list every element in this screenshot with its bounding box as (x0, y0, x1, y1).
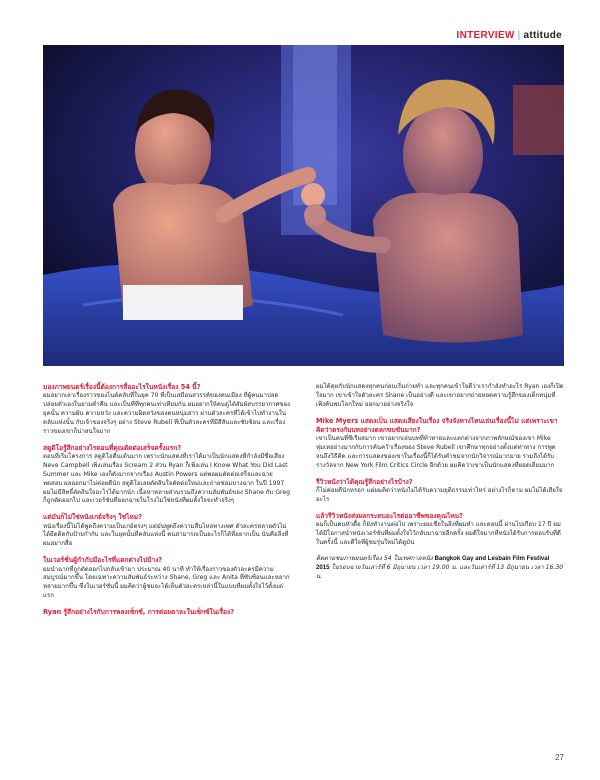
qa-block (43, 608, 291, 617)
section-separator: | (517, 30, 521, 41)
question: ในเวอร์ชั่นผู้กำกับมีอะไรที่แตกต่างไปบ้าง? (43, 556, 163, 565)
qa-block (316, 383, 564, 410)
question: Mike Myers แสดงเป็น แสดงเสียงในเรื่อง จริงจังทางไหนเล่นเรื่องนี้ไม่ แต่เพราะเขาคิดว่าตรงกับบทอย่างตลกขบขันมาก? (316, 416, 558, 434)
question: แต่มันก็ไม่ใช่หนังเกย์จริงๆ ใช่ไหม? (43, 513, 142, 522)
right-column (316, 383, 564, 588)
festival-name: Bangkok Gay and Lesbain Film Festival 2015 (316, 554, 550, 571)
qa-block (316, 478, 564, 505)
film-still-photo (43, 45, 564, 366)
answer: ผมก็เป็นคนหัวดื้อ ก็ยังทำงานต่อไป เพราะผมเชื่อในสิ่งที่ผมทำ และตอนนี้ ผ่านไปเกือบ 17 ปี ผมได้มีโอกาสนำหนังเวอร์ชั่นที่ผมตั้งใจไว้กลับมาฉายอีกครั้ง ผมดีใจมากที่หนังได้รับการตอบรับที่ดีในครั้งนี้ และดีใจที่ผู้ชมรุ่นใหม่ได้ดูมัน (316, 520, 561, 546)
answer: ก็ไม่ค่อยดีนักหรอก แต่ผมคิดว่าหนังไม่ได้รับความยุติธรรมเท่าไหร่ อย่างไรก็ตาม ผมไม่ได้เสียใจอะไร (316, 486, 563, 503)
question: แล้วรีวิวหนังส่งผลกระทบอะไรต่ออาชีพของคุณไหม? (316, 511, 463, 520)
section-header (457, 30, 563, 46)
qa-block (43, 444, 291, 507)
question: Ryan รู้สึกอย่างไรกับการพลงเซ็กซ์, การต่อยตาละในเซ็กซ์ในเรื่อง? (43, 608, 235, 617)
event-note-prefix: ติดตามชมภาพยนตร์เรื่อง 54 ในเทศกาลหนัง (316, 554, 433, 562)
question: รีวิวหนังว่าได้คุณรู้สึกอย่างไรบ้าง? (316, 477, 413, 486)
section-label: INTERVIEW (456, 30, 515, 41)
question: มองภาพยนตร์เรื่องนี้ต้องการสื่ออะไรในหนังเรื่อง 54 นี้? (43, 383, 201, 391)
page-number: 27 (555, 753, 564, 762)
answer: เขาเป็นคนที่ซีเรียสมาก เขาอยากเล่นบทที่ท้าทายและแตกต่างจากภาพลักษณ์ของเขา Mike ทุ่มเทอย่างมากกับการค้นคว้าเรื่องของ Steve Rubell เขาศึกษาทุกอย่างตั้งแต่ท่าทาง การพูด จนถึงวิธีคิด และการแสดงของเขาในเรื่องนี้ก็ได้รับคำชมจากนักวิจารณ์มากมาย รวมถึงได้รับรางวัลจาก New York Film Critics Circle อีกด้วย ผมคิดว่าเขาเป็นนักแสดงที่ยอดเยี่ยมมาก (316, 435, 556, 469)
answer: ผมนำฉากที่ถูกตัดออกไปกลับเข้ามา ประมาณ 40 นาที ทำให้เรื่องราวของตัวละครมีความสมบูรณ์มากขึ้น โดยเฉพาะความสัมพันธ์ระหว่าง Shane, Greg และ Anita ที่ซับซ้อนและหลากหลายมากขึ้น ซึ่งในเวอร์ชั่นนี้ ผมคิดว่าผู้ชมจะได้เห็นตัวละครเหล่านี้ในแบบที่ผมตั้งใจไว้ตั้งแต่แรก (43, 565, 290, 600)
qa-block (316, 417, 564, 471)
qa-block (43, 513, 291, 549)
event-note (316, 555, 564, 582)
question: สตูดิโอรู้สึกอย่างไรตอนที่คุณตัดต่อเสร็จครั้งแรก? (43, 443, 182, 452)
answer: ผมอยากเล่าเรื่องราวของไนต์คลับที่ในยุค 70 ที่เป็นเสมือนสวรรค์ของคนเมือง ที่ผู้คนมาปลดปล่อยตัวเองในยามค่ำคืน และเป็นที่ที่ทุกคนเท่าเทียมกัน ผมอยากให้คนดูได้สัมผัสบรรยากาศของยุคนั้น ความฝัน ความหวัง และความผิดหวังของคนหนุ่มสาว ผ่านตัวละครที่ได้เข้าไปทำงานในคลับแห่งนั้น กับเจ้าของจริงๆ อย่าง Steve Rubell ที่เป็นตัวละครที่มีสีสันและซับซ้อน และเรื่องราวของเขาก็น่าสนใจมาก (43, 392, 291, 435)
subsection-label: attitude (523, 30, 562, 41)
event-note-schedule: ในรอบฉายวันเสาร์ที่ 6 มิถุนายน เวลา 19.00 น. และวันเสาร์ที่ 13 มิถุนายน เวลา 16.30 น. (316, 563, 564, 580)
qa-block (316, 512, 564, 548)
film-still-illustration (43, 45, 564, 366)
qa-block (43, 556, 291, 601)
answer: ตอนที่เริ่มโครงการ สตูดิโอตื่นเต้นมาก เพราะนักแสดงที่เราได้มาเป็นนักแสดงที่กำลังมีชื่อเสียง Neve Campbell เพิ่งเล่นเรื่อง Scream 2 ส่วน Ryan ก็เพิ่งเล่น I Know What You Did Last Summer และ Mike เองก็ดังมากจากเรื่อง Austin Powers แต่พอผมตัดต่อเสร็จและฉายทดสอบ ผลออกมาไม่ค่อยดีนัก สตูดิโอเลยตัดสินใจตัดต่อใหม่และถ่ายซ่อมบางฉาก ในปี 1997 ผมไม่มีสิทธิ์ตัดสินใจอะไรได้มากนัก เนื้อหาหลายส่วนรวมถึงความสัมพันธ์ของ Shane กับ Greg ก็ถูกตัดออกไป และเวอร์ชันที่ออกฉายในโรงไม่ใช่หนังที่ผมตั้งใจจะทำจริงๆ (43, 452, 291, 505)
left-column (43, 383, 291, 624)
answer: หนังเรื่องนี้ไม่ได้พูดถึงความเป็นเกย์ตรงๆ แต่มันพูดถึงความลื่นไหลทางเพศ ตัวละครหลายตัวไม่ได้ยึดติดกับป้ายกำกับ และในยุคนั้นที่คลับแห่งนี้ คนสามารถเป็นอะไรก็ได้ที่อยากเป็น นั่นคือสิ่งที่ผมอยากสื่อ (43, 522, 289, 548)
answer: ผมได้คุยกับนักแสดงทุกคนก่อนเริ่มถ่ายทำ และทุกคนเข้าใจดีว่าเรากำลังทำอะไร Ryan เองก็เปิดใจมาก เขาเข้าใจตัวละคร Shane เป็นอย่างดี และเขาอยากถ่ายทอดความรู้สึกของเด็กหนุ่มที่เพิ่งค้นพบโลกใหม่ ออกมาอย่างจริงใจ (316, 383, 564, 408)
qa-block (43, 383, 291, 437)
